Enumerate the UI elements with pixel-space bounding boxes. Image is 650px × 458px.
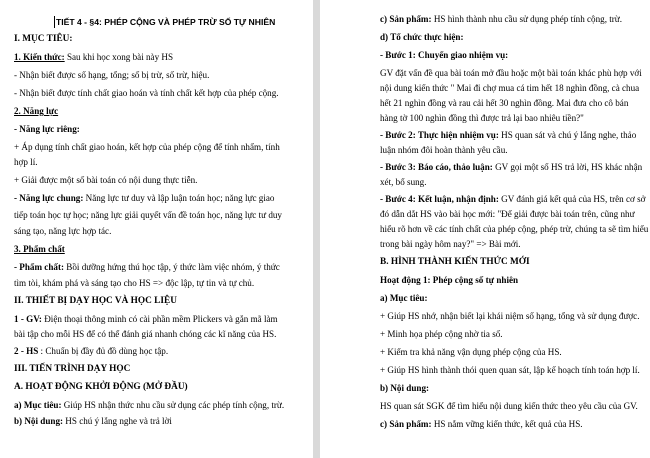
step1-paragraph: GV đặt vấn đề qua bài toán mở đầu hoặc một bài toán khác phù hợp với xyxy=(380,68,642,78)
product-text: HS hình thành nhu cầu sử dụng phép tính cộng, trừ. xyxy=(431,14,622,24)
objective-label: a) Mục tiêu: xyxy=(380,293,428,303)
quality-text: Bồi dưỡng hứng thú học tập, ý thức làm việc nhóm, ý thức xyxy=(64,262,280,272)
knowledge-item: - Nhận biết được tính chất giao hoán và tính chất kết hợp của phép cộng. xyxy=(14,88,279,98)
hs-text: : Chuẩn bị đầy đủ đồ dùng học tập. xyxy=(38,346,169,356)
objective-label: a) Mục tiêu: xyxy=(14,400,62,410)
step3-cont: xét, bổ sung. xyxy=(380,177,427,187)
product-label: c) Sản phẩm: xyxy=(380,14,432,24)
step2-line xyxy=(380,130,636,141)
knowledge-label: 1. Kiến thức: xyxy=(14,52,65,62)
ability-item: + Áp dụng tính chất giao hoán, kết hợp của phép cộng để tính nhẩm, tính xyxy=(14,142,280,152)
step2-label: - Bước 2: Thực hiện nhiệm vụ: xyxy=(380,130,499,140)
step2-text: HS quan sát và chú ý lắng nghe, thảo xyxy=(498,130,637,140)
document-page-right xyxy=(320,0,650,458)
quality-cont: tìm tòi, khám phá và sáng tạo cho HS => độc lập, tự tin và tự chủ. xyxy=(14,278,255,288)
objective-item: + Kiểm tra khả năng vận dụng phép cộng của HS. xyxy=(380,347,562,357)
step4-text: GV đánh giá kết quả của HS, trên cơ sở xyxy=(498,194,646,204)
step4-line xyxy=(380,194,645,205)
gv-line xyxy=(14,314,278,325)
content-label: b) Nội dung: xyxy=(380,383,430,393)
specific-ability-label: - Năng lực riêng: xyxy=(14,124,80,134)
quality-sub-label: - Phẩm chất: xyxy=(14,262,65,272)
quality-line xyxy=(14,262,280,273)
gv-text: Điện thoại thông minh có cài phần mềm Plickers và gắn mã làm xyxy=(41,314,278,324)
activity-title: Hoạt động 1: Phép cộng số tự nhiên xyxy=(380,275,519,285)
step3-text: GV gọi một số HS trả lời, HS khác nhận xyxy=(492,162,643,172)
objective-item: + Giúp HS nhớ, nhận biết lại khái niệm số hạng, tổng và sử dụng được. xyxy=(380,311,640,321)
general-ability-cont: tiếp toán học tự học; năng lực giải quyết vấn đề toán học, năng lực tư duy xyxy=(14,210,282,220)
ability-label: 2. Năng lực xyxy=(14,106,59,116)
step4-cont: trong bài ngày hôm nay?" => Bài mới. xyxy=(380,239,521,249)
product-line-2 xyxy=(380,419,583,430)
ability-item: + Giải được một số bài toán có nội dung thực tiễn. xyxy=(14,175,198,185)
heading-objectives: I. MỤC TIÊU: xyxy=(14,34,73,44)
step1-paragraph: hàng tờ 100 nghìn đồng thì được trả lại bao nhiêu tiền?" xyxy=(380,113,584,123)
knowledge-line xyxy=(14,52,173,63)
lesson-title: TIẾT 4 - §4: PHÉP CỘNG VÀ PHÉP TRỪ SỐ TỰ NHIÊN xyxy=(56,17,276,27)
step3-line xyxy=(380,162,642,173)
hs-line xyxy=(14,346,168,357)
step3-label: - Bước 3: Báo cáo, thảo luận: xyxy=(380,162,493,172)
product-line xyxy=(380,14,622,25)
product-label: c) Sản phẩm: xyxy=(380,419,432,429)
knowledge-item: - Nhận biết được số hạng, tổng; số bị trừ, số trừ, hiệu. xyxy=(14,70,210,80)
step1-paragraph: nội dung kiến thức " Mai đi chợ mua cá tim hết 18 nghìn đồng, cà chua xyxy=(380,83,640,93)
step4-cont: đó dẫn dắt HS vào bài học mới: "Để giải được bài toán trên, cũng như xyxy=(380,209,635,219)
content-line xyxy=(14,416,172,427)
step2-cont: luận nhóm đôi hoàn thành yêu cầu. xyxy=(380,145,508,155)
step1-label: - Bước 1: Chuyển giao nhiệm vụ: xyxy=(380,50,509,60)
heading-new-knowledge: B. HÌNH THÀNH KIẾN THỨC MỚI xyxy=(380,257,530,267)
content-label: b) Nội dung: xyxy=(14,416,64,426)
general-ability-label: - Năng lực chung: xyxy=(14,193,84,203)
content-text: HS chú ý lắng nghe và trả lời xyxy=(63,416,172,426)
general-ability-cont: sáng tạo, năng lực hợp tác. xyxy=(14,226,112,236)
heading-process: III. TIẾN TRÌNH DẠY HỌC xyxy=(14,364,131,374)
general-ability-text: Năng lực tư duy và lập luận toán học; năng lực giao xyxy=(83,193,275,203)
objective-item: + Minh họa phép cộng nhờ tia số. xyxy=(380,329,503,339)
content-text: HS quan sát SGK để tìm hiểu nội dung kiến thức theo yêu cầu của GV. xyxy=(380,401,638,411)
objective-item: + Giúp HS hình thành thói quen quan sát, lập kế hoạch tính toán hợp lí. xyxy=(380,365,640,375)
knowledge-text: Sau khi học xong bài này HS xyxy=(64,52,174,62)
product-text: HS nắm vững kiến thức, kết quả của HS. xyxy=(431,419,583,429)
objective-text: Giúp HS nhận thức nhu cầu sử dụng các phép tính cộng, trừ. xyxy=(61,400,285,410)
heading-equipment: II. THIẾT BỊ DẠY HỌC VÀ HỌC LIỆU xyxy=(14,296,177,306)
objective-line xyxy=(14,400,284,411)
ability-item-cont: hợp lí. xyxy=(14,157,38,167)
gv-cont: bài tập cho mỗi HS để có thể đánh giá nhanh chóng các kĩ năng của HS. xyxy=(14,329,277,339)
text-cursor xyxy=(54,16,55,28)
quality-label: 3. Phẩm chất xyxy=(14,244,65,254)
hs-label: 2 - HS xyxy=(14,346,39,356)
general-ability-line xyxy=(14,193,274,204)
heading-startup: A. HOẠT ĐỘNG KHỞI ĐỘNG (MỞ ĐẦU) xyxy=(14,382,188,392)
step1-paragraph: hết 21 nghìn đồng và rau cải hết 30 nghìn đồng. Mai đưa cho cô bán xyxy=(380,98,629,108)
step4-cont: hiểu rõ hơn về các tính chất của phép cộng, phép trừ, chúng ta sẽ tìm hiểu xyxy=(380,224,649,234)
organization-label: d) Tổ chức thực hiện: xyxy=(380,32,464,42)
step4-label: - Bước 4: Kết luận, nhận định: xyxy=(380,194,499,204)
gv-label: 1 - GV: xyxy=(14,314,42,324)
document-page-left xyxy=(0,0,313,458)
